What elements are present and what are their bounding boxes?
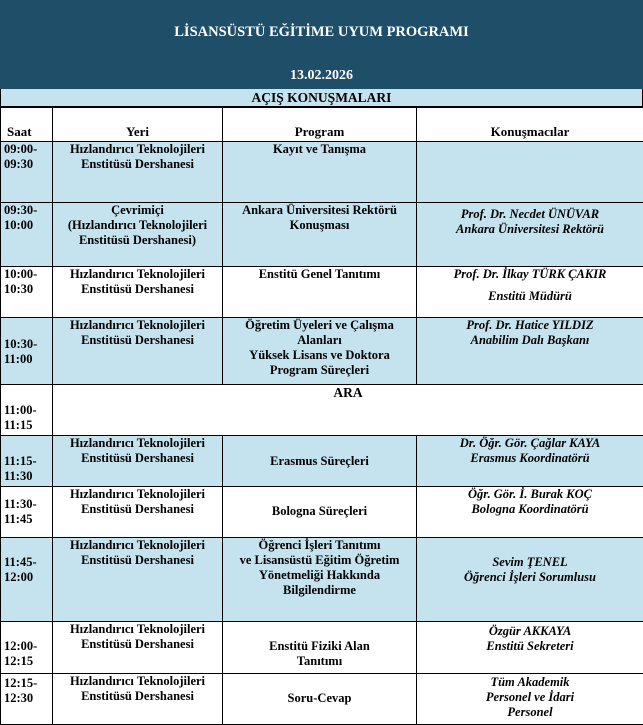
location-cell: Hızlandırıcı Teknolojileri Enstitüsü Dershanesi: [53, 622, 223, 674]
location-cell: Çevrimiçi (Hızlandırıcı Teknolojileri Enstitüsü Dershanesi): [53, 203, 223, 267]
location-cell: Hızlandırıcı Teknolojileri Enstitüsü Dershanesi: [53, 487, 223, 538]
time-cell: 12:15- 12:30: [1, 674, 53, 725]
speaker-cell: Prof. Dr. Necdet ÜNÜVAR Ankara Üniversitesi Rektörü: [417, 203, 643, 267]
location-cell: Hızlandırıcı Teknolojileri Enstitüsü Dershanesi: [53, 267, 223, 318]
location-cell: Hızlandırıcı Teknolojileri Enstitüsü Dershanesi: [53, 142, 223, 203]
time-cell: 12:00- 12:15: [1, 622, 53, 674]
speaker-cell: [417, 142, 643, 203]
location-cell: Hızlandırıcı Teknolojileri Enstitüsü Dershanesi: [53, 436, 223, 487]
table-row: [1, 538, 643, 622]
program-cell: Öğretim Üyeleri ve Çalışma Alanları Yüksek Lisans ve Doktora Program Süreçleri: [223, 318, 417, 385]
location-cell: Hızlandırıcı Teknolojileri Enstitüsü Dershanesi: [53, 318, 223, 385]
document-date: 13.02.2026: [0, 68, 643, 84]
column-header-time: Saat: [1, 108, 53, 142]
program-cell: Soru-Cevap: [223, 674, 417, 725]
table-row: [1, 203, 643, 267]
column-header-speakers: Konuşmacılar: [417, 108, 643, 142]
time-cell: 11:15- 11:30: [1, 436, 53, 487]
table-row: [1, 674, 643, 725]
program-cell: Ankara Üniversitesi Rektörü Konuşması: [223, 203, 417, 267]
table-row: [1, 487, 643, 538]
break-cell: ARA: [53, 385, 643, 436]
time-cell: 11:00- 11:15: [1, 385, 53, 436]
program-cell: Bologna Süreçleri: [223, 487, 417, 538]
speaker-cell: Tüm Akademik Personel ve İdari Personel: [417, 674, 643, 725]
program-cell: Kayıt ve Tanışma: [223, 142, 417, 203]
time-cell: 09:00- 09:30: [1, 142, 53, 203]
table-header-row: [1, 108, 643, 142]
location-cell: Hızlandırıcı Teknolojileri Enstitüsü Dershanesi: [53, 674, 223, 725]
program-cell: Erasmus Süreçleri: [223, 436, 417, 487]
time-cell: 09:30- 10:00: [1, 203, 53, 267]
table-row: [1, 318, 643, 385]
table-row: [1, 436, 643, 487]
program-cell: Enstitü Fiziki Alan Tanıtımı: [223, 622, 417, 674]
column-header-program: Program: [223, 108, 417, 142]
document-header: [0, 0, 643, 90]
table-row: [1, 267, 643, 318]
column-header-location: Yeri: [53, 108, 223, 142]
table-row: [1, 622, 643, 674]
time-cell: 11:45- 12:00: [1, 538, 53, 622]
speaker-cell: Dr. Öğr. Gör. Çağlar KAYA Erasmus Koordinatörü: [417, 436, 643, 487]
program-cell: Enstitü Genel Tanıtımı: [223, 267, 417, 318]
speaker-cell: Prof. Dr. İlkay TÜRK ÇAKIR Enstitü Müdürü: [417, 267, 643, 318]
section-title: AÇIŞ KONUŞMALARI: [0, 89, 643, 107]
table-row: [1, 385, 643, 436]
schedule-table: [0, 107, 643, 725]
time-cell: 11:30- 11:45: [1, 487, 53, 538]
speaker-cell: Sevim ŢENEL Öğrenci İşleri Sorumlusu: [417, 538, 643, 622]
location-cell: Hızlandırıcı Teknolojileri Enstitüsü Dershanesi: [53, 538, 223, 622]
table-row: [1, 142, 643, 203]
time-cell: 10:30- 11:00: [1, 318, 53, 385]
speaker-cell: Öğr. Gör. İ. Burak KOÇ Bologna Koordinatörü: [417, 487, 643, 538]
time-cell: 10:00- 10:30: [1, 267, 53, 318]
program-cell: Öğrenci İşleri Tanıtımı ve Lisansüstü Eğitim Öğretim Yönetmeliği Hakkında Bilgilendirme: [223, 538, 417, 622]
speaker-cell: Özgür AKKAYA Enstitü Sekreteri: [417, 622, 643, 674]
document-title: LİSANSÜSTÜ EĞİTİME UYUM PROGRAMI: [0, 24, 643, 41]
speaker-cell: Prof. Dr. Hatice YILDIZ Anabilim Dalı Başkanı: [417, 318, 643, 385]
